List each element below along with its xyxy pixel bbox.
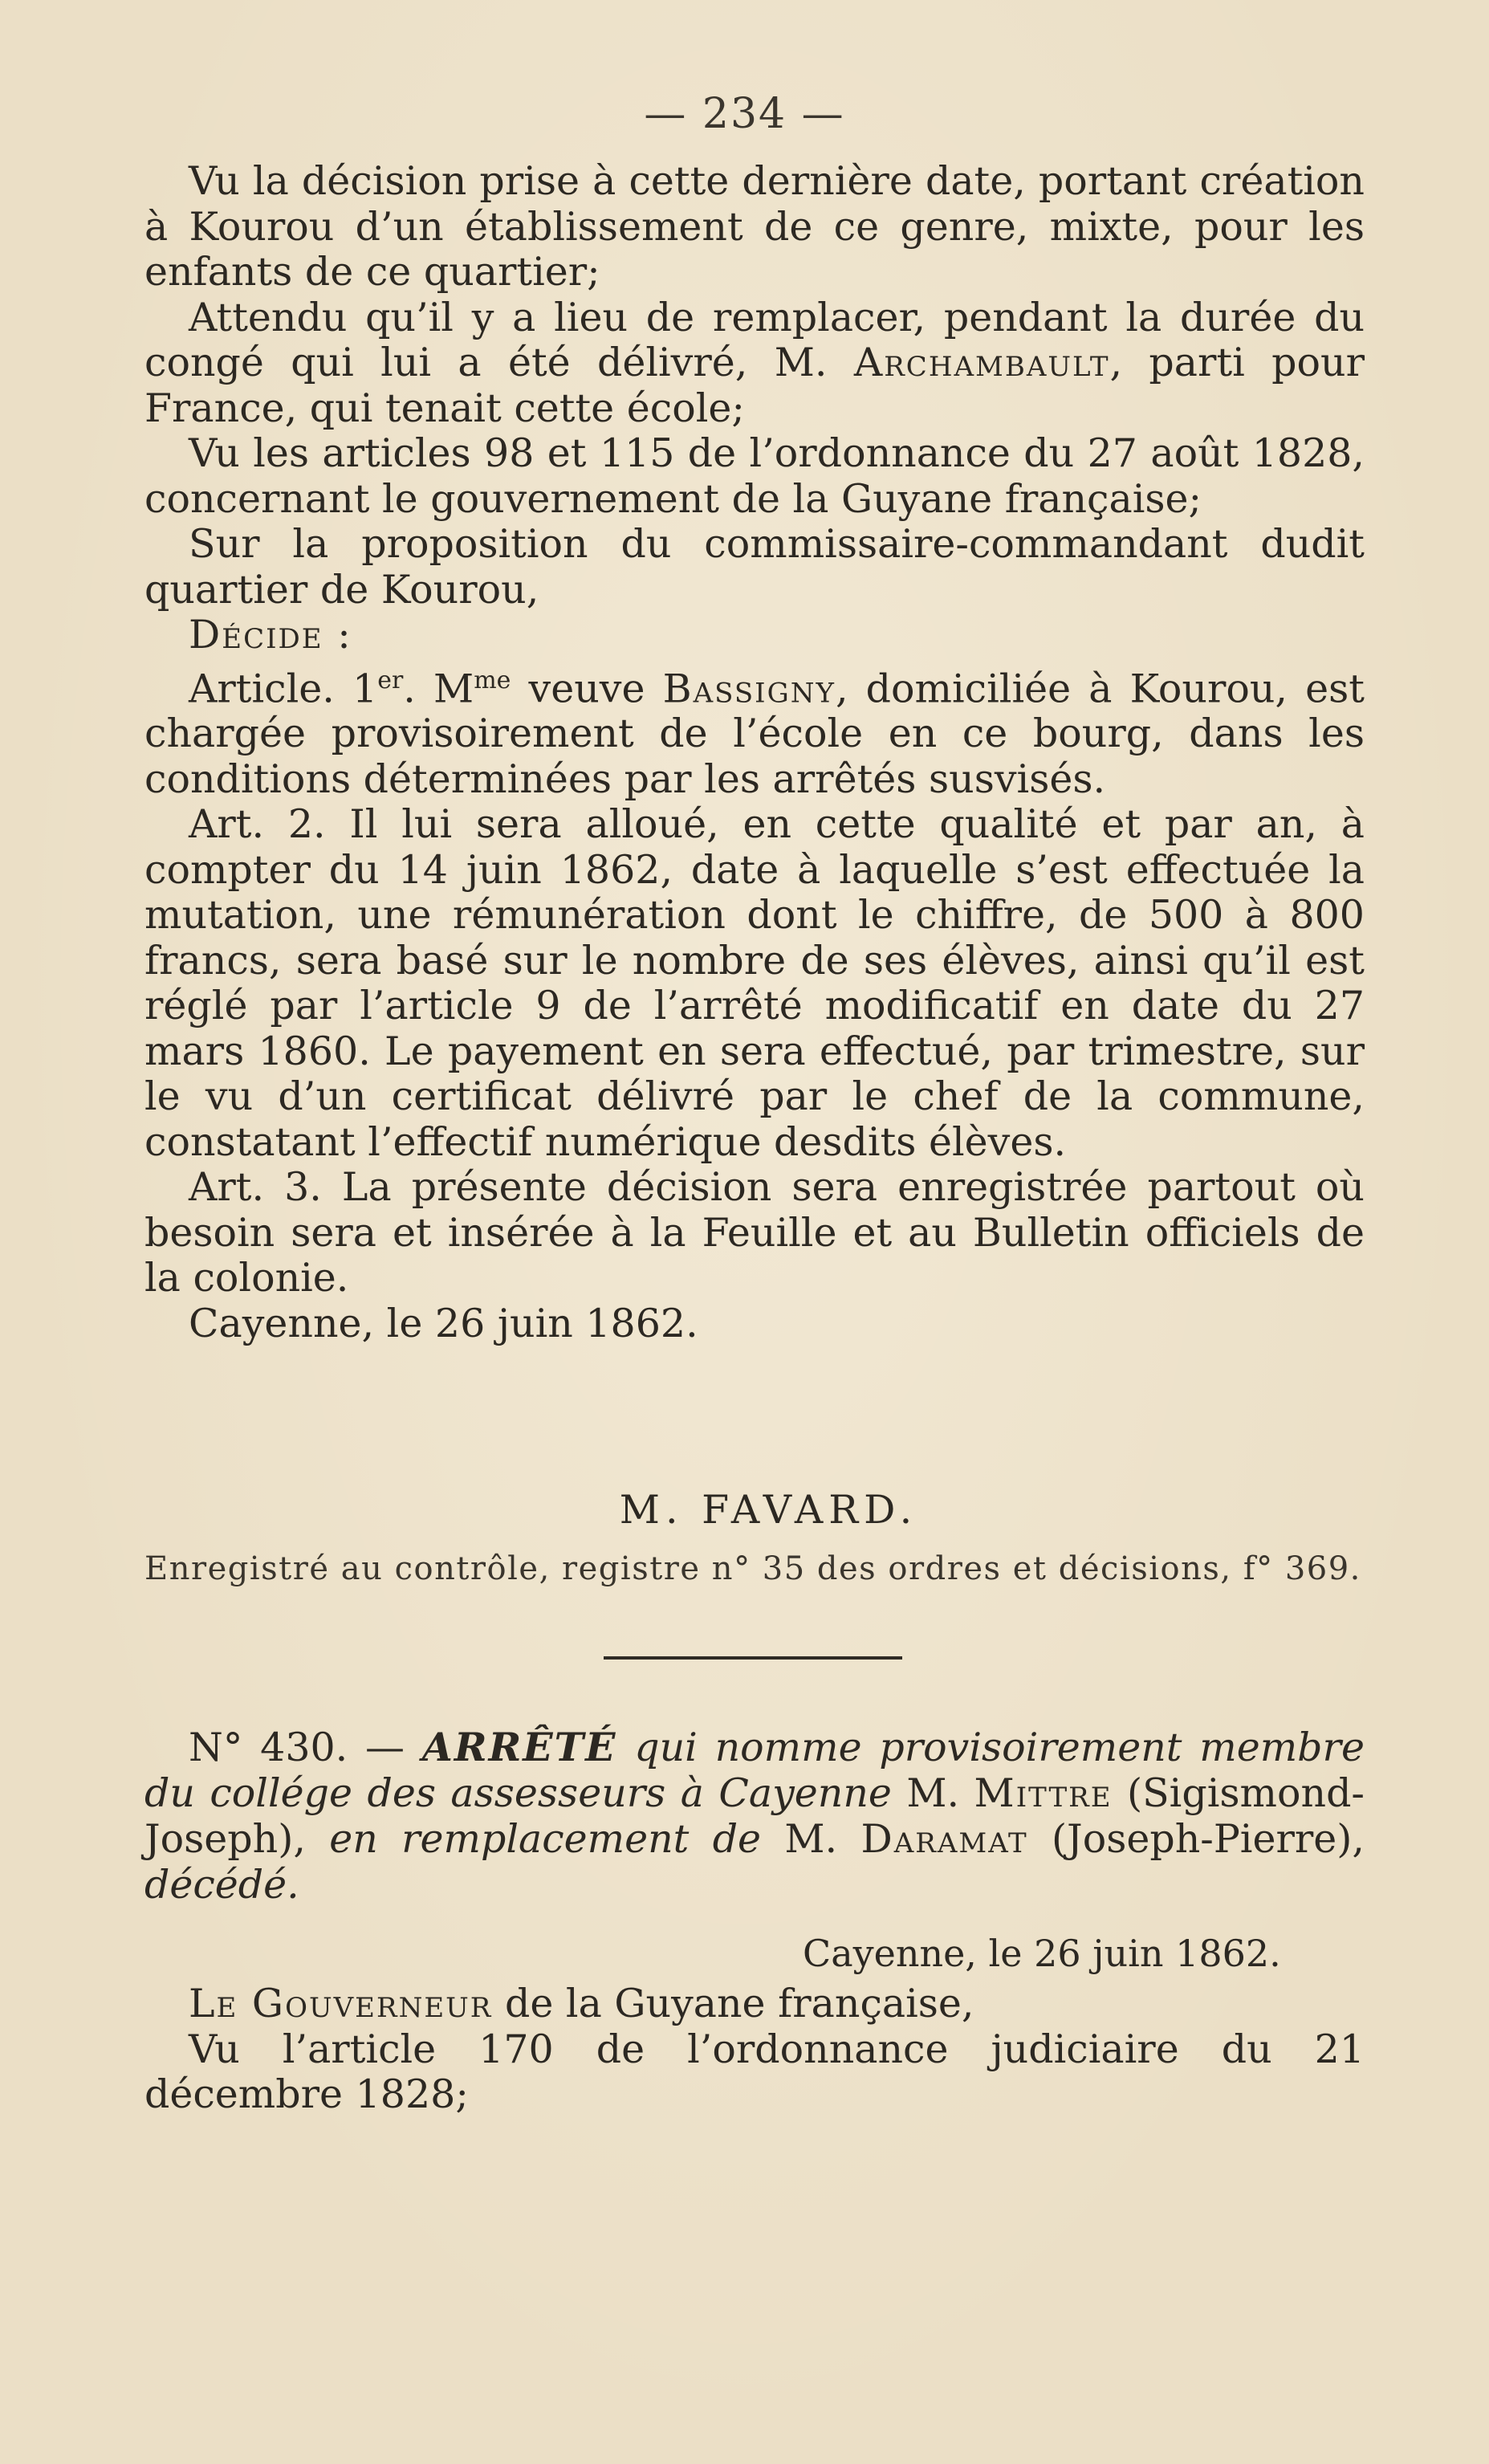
registration-note: Enregistré au contrôle, registre n° 35 des ordres et décisions, f° 369. [144,1550,1361,1587]
article-1-text: , domiciliée à Kourou, est chargée provisoirement de l’école en ce bourg, dans les conditions déterminées par les arrêtés susvisés. [144,665,1365,802]
arrete-number: N° 430. — [189,1725,422,1770]
arrete-description-3: décédé. [144,1862,299,1908]
arrete-heading [144,1725,1365,1908]
arrete-dateline: Cayenne, le 26 juin 1862. [803,1932,1281,1975]
section-divider [604,1656,902,1660]
vu-article-170-paragraph: Vu l’article 170 de l’ordonnance judiciaire du 21 décembre 1828; [144,2026,1365,2117]
decide-label: Décide : [189,612,352,658]
article-1-label: Article. 1 [189,665,378,711]
proposition-paragraph: Sur la proposition du commissaire-commandant dudit quartier de Kourou, [144,521,1365,613]
article-1-m: . M [403,665,474,711]
place-date-line: Cayenne, le 26 juin 1862. [189,1300,698,1346]
gouverneur-text: de la Guyane française, [492,1981,974,2026]
gouverneur-title: Le Gouverneur [189,1981,493,2026]
article-1-paragraph [144,658,1365,803]
vu-decision-paragraph: Vu la décision prise à cette dernière date, portant création à Kourou d’un établissement de ce genre, mixte, pour les enfants de ce quartier; [144,158,1365,295]
arrete-title: ARRÊTÉ [421,1724,617,1770]
attendu-text-start: Attendu qu’il y a lieu de remplacer, pendant la durée du congé qui lui a été délivré, M. [144,294,1365,385]
arrete-person-1: (Sigismond-Joseph), [144,1770,1365,1862]
attendu-paragraph [144,295,1365,432]
attendu-person-name: Archambault [853,340,1110,385]
page-number: — 234 — [644,90,845,138]
article-2-paragraph: Art. 2. Il lui sera alloué, en cette qualité et par an, à compter du 14 juin 1862, date à laquelle s’est effectuée la mutation, une rémunération dont le chiffre, de 500 à 800 francs, sera basé sur le nombre de ses élèves, ainsi qu’il est réglé par l’article 9 de l’arrêté modificatif en date du 27 mars 1860. Le payement en sera effectué, par trimestre, sur le vu d’un certificat délivré par le chef de la commune, constatant l’effectif numérique desdits élèves. [144,801,1365,1165]
decide-heading [144,613,1365,658]
arrete-name-2: Daramat [860,1816,1028,1862]
gouverneur-line [144,1981,1365,2027]
article-3-paragraph: Art. 3. La présente décision sera enregistrée partout où besoin sera et insérée à la Feuille et au Bulletin officiels de la colonie. [144,1164,1365,1301]
arrete-name-1: Mittre [974,1770,1113,1816]
vu-articles-paragraph: Vu les articles 98 et 115 de l’ordonnance du 27 août 1828, concernant le gouvernement de la Guyane française; [144,430,1365,522]
article-1-veuve: veuve [511,665,663,711]
arrete-description-2: en remplacement de [329,1816,785,1862]
attendu-text-end: , parti pour France, qui tenait cette école; [144,340,1365,431]
arrete-description-1: qui nomme provisoirement membre du collége des assesseurs à Cayenne [144,1725,1365,1816]
signature: M. FAVARD. [619,1487,918,1533]
arrete-m-2: M. [784,1816,861,1862]
arrete-body [144,1981,1365,2118]
arrete-person-2: (Joseph-Pierre), [1027,1816,1365,1862]
decision-body [144,159,1365,1346]
article-1-title-abbrev: me [474,666,511,694]
article-1-person-name: Bassigny [662,665,836,711]
article-1-ordinal: er [377,666,404,694]
arrete-m-1: M. [906,1770,974,1816]
